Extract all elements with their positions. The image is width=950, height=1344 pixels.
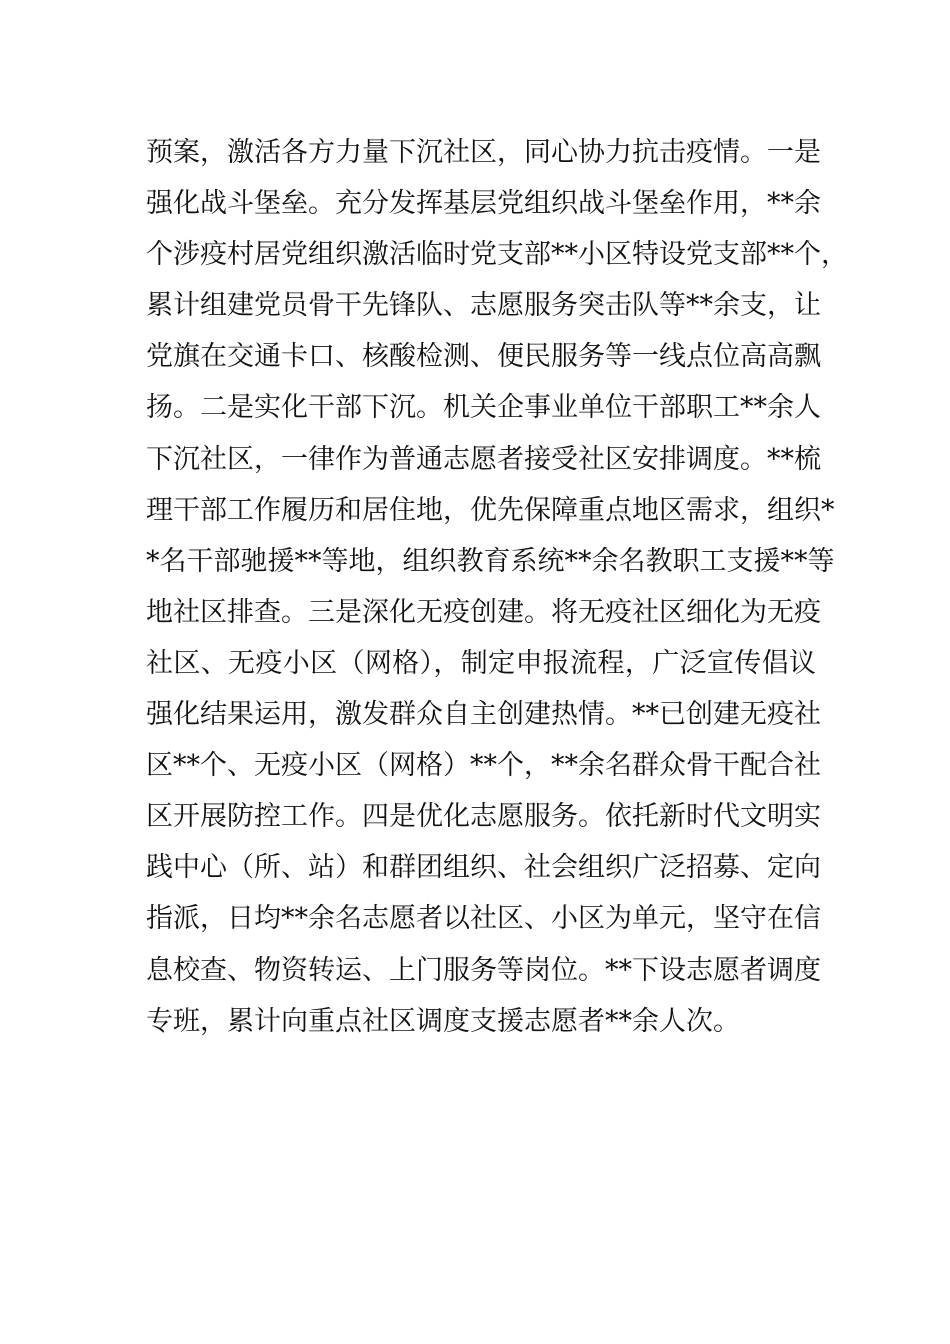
text-line-14: 区开展防控工作。四是优化志愿服务。依托新时代文明实 [146,801,821,833]
text-line-9: *名干部驰援**等地，组织教育系统**余名教职工支援**等 [146,545,835,577]
text-line-5: 党旗在交通卡口、核酸检测、便民服务等一线点位高高飘 [146,341,821,373]
text-line-16: 指派，日均**余名志愿者以社区、小区为单元，坚守在信 [146,903,821,935]
text-line-11: 社区、无疫小区（网格），制定申报流程，广泛宣传倡议 [146,647,816,679]
body-paragraph [146,127,848,1047]
text-line-1: 预案，激活各方力量下沉社区，同心协力抗击疫情。一是 [146,137,821,168]
text-line-13: 区**个、无疫小区（网格）**个，**余名群众骨干配合社 [146,750,821,782]
text-line-7: 下沉社区，一律作为普通志愿者接受社区安排调度。**梳 [146,443,821,475]
text-line-17: 息校查、物资转运、上门服务等岗位。**下设志愿者调度 [146,954,821,986]
text-line-8: 理干部工作履历和居住地，优先保障重点地区需求，组织* [146,494,835,526]
text-line-10: 地社区排查。三是深化无疫创建。将无疫社区细化为无疫 [146,596,821,628]
text-line-15: 践中心（所、站）和群团组织、社会组织广泛招募、定向 [146,852,821,884]
text-line-4: 累计组建党员骨干先锋队、志愿服务突击队等**余支，让 [146,290,821,322]
text-line-2: 强化战斗堡垒。充分发挥基层党组织战斗堡垒作用，**余 [146,188,821,220]
text-line-3: 个涉疫村居党组织激活临时党支部**小区特设党支部**个， [146,239,848,271]
text-line-18: 专班，累计向重点社区调度支援志愿者**余人次。 [146,1005,740,1037]
text-line-6: 扬。二是实化干部下沉。机关企事业单位干部职工**余人 [146,392,821,424]
text-line-12: 强化结果运用，激发群众自主创建热情。**已创建无疫社 [146,699,821,731]
